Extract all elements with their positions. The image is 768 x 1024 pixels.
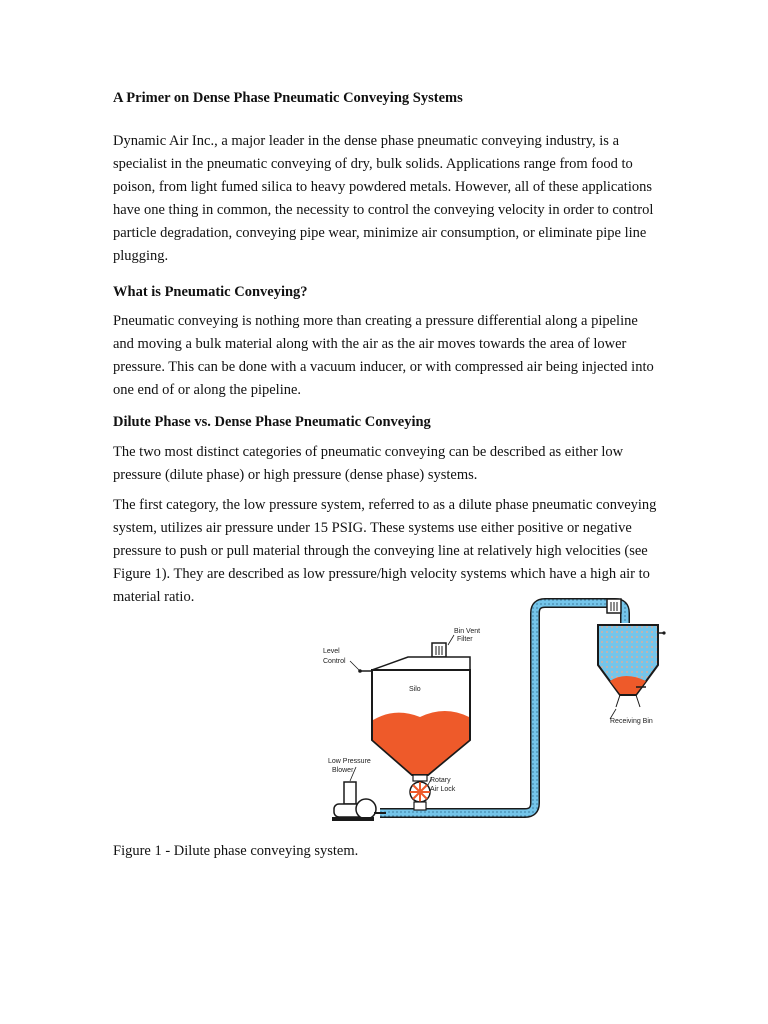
intro-paragraph: Dynamic Air Inc., a major leader in the dense phase pneumatic conveying industry, is a specialist in the pneumatic conveying of dry, bulk solids. Applications range from food to poison, from light fumed silica to heavy powdered metals. However, all of these applications have one thing in common, the necessity to control the conveying velocity in order to control particle degradation, conveying pipe wear, minimize air consumption, or eliminate pipe line plugging.	[113, 133, 654, 264]
label-bin-vent-filter-line1: Bin Vent	[454, 628, 481, 635]
rotary-air-lock	[410, 775, 430, 810]
section-dilute-paragraph-1: The two most distinct categories of pneumatic conveying can be described as either low pressure (dilute phase) or high pressure (dense phase) systems.	[113, 444, 624, 483]
label-bin-vent-filter-line2: Filter	[457, 636, 473, 643]
label-rotary-air-lock-line1: Rotary	[430, 777, 451, 784]
figure-caption: Figure 1 - Dilute phase conveying system.	[113, 843, 359, 859]
dilute-phase-diagram	[320, 595, 670, 835]
low-pressure-blower	[332, 782, 386, 821]
section-heading-dilute-vs-dense: Dilute Phase vs. Dense Phase Pneumatic Conveying	[113, 414, 431, 430]
label-low-pressure-blower-line1: Low Pressure	[328, 758, 371, 765]
label-rotary-air-lock-line2: Air Lock	[430, 786, 456, 793]
document-title: A Primer on Dense Phase Pneumatic Conveying Systems	[113, 90, 463, 106]
section-what-is-paragraph: Pneumatic conveying is nothing more than creating a pressure differential along a pipeline and moving a bulk material along with the air as the air moves towards the area of lower pressure. This can be done with a vacuum inducer, or with compressed air being injected into one end of or along the pipeline.	[113, 313, 654, 398]
label-level-control-line2: Control	[323, 658, 346, 665]
silo-material	[373, 711, 469, 774]
label-receiving-bin: Receiving Bin	[610, 718, 653, 725]
label-low-pressure-blower-line2: Blower	[332, 767, 354, 774]
label-level-control-line1: Level	[323, 648, 340, 655]
section-dilute-paragraph-2: The first category, the low pressure system, referred to as a dilute phase pneumatic conveying system, utilizes air pressure under 15 PSIG. These systems use either positive or negative pressure to push or pull material through the conveying line at relatively high velocities (see Figure 1). They are described as low pressure/high velocity systems which have a high air to material ratio.	[113, 497, 657, 605]
receiving-bin	[598, 599, 666, 707]
label-silo: Silo	[409, 686, 421, 693]
silo	[358, 643, 470, 775]
section-heading-what-is: What is Pneumatic Conveying?	[113, 284, 308, 300]
